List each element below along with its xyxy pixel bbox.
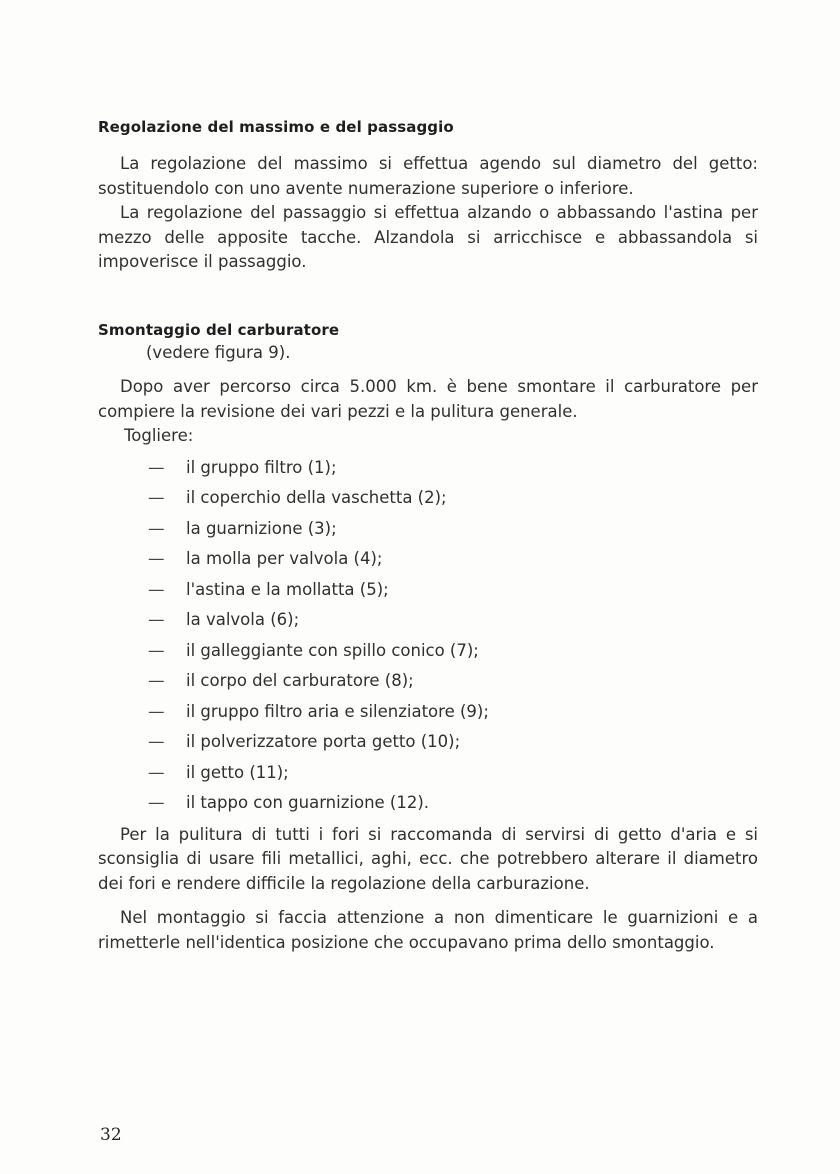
list-dash: — bbox=[148, 793, 165, 812]
list-item bbox=[148, 575, 758, 606]
list-item-text: il coperchio della vaschetta (2); bbox=[186, 488, 447, 507]
list-dash: — bbox=[148, 640, 165, 660]
list-dash: — bbox=[148, 457, 165, 477]
paragraph-regolazione-passaggio: La regolazione del passaggio si effettua alzando o abbassando l'astina per mezzo delle apposite tacche. Alzandola si arricchisce e abbassandola si impoverisce il passaggio. bbox=[98, 203, 758, 271]
list-dash: — bbox=[148, 762, 165, 782]
list-item-text: l'astina e la mollatta (5); bbox=[186, 579, 389, 599]
list-item bbox=[148, 727, 758, 758]
list-item bbox=[148, 605, 758, 636]
list-dash: — bbox=[148, 671, 165, 690]
list-dash: — bbox=[148, 518, 165, 538]
page-number: 32 bbox=[100, 1125, 122, 1145]
list-item-text: il gruppo filtro (1); bbox=[186, 457, 337, 477]
list-item bbox=[148, 483, 758, 514]
list-dash: — bbox=[148, 610, 165, 629]
list-item-text: la guarnizione (3); bbox=[186, 518, 337, 538]
list-dash: — bbox=[148, 701, 165, 721]
figure-reference: (vedere figura 9). bbox=[146, 342, 291, 362]
list-item bbox=[148, 453, 758, 484]
list-item-text: il getto (11); bbox=[186, 762, 289, 782]
list-dash: — bbox=[148, 579, 165, 599]
list-item-text: il corpo del carburatore (8); bbox=[186, 671, 414, 690]
list-item bbox=[148, 697, 758, 728]
list-item-text: il polverizzatore porta getto (10); bbox=[186, 732, 461, 751]
list-item bbox=[148, 514, 758, 545]
list-item bbox=[148, 666, 758, 697]
list-item-text: il galleggiante con spillo conico (7); bbox=[186, 640, 479, 660]
page-content bbox=[98, 118, 758, 955]
heading-smontaggio: Smontaggio del carburatore bbox=[98, 320, 340, 339]
paragraph-assembly-note: Nel montaggio si faccia attenzione a non dimenticare le guarnizioni e a rimetterle nell'identica posizione che occupavano prima dello smontaggio. bbox=[98, 908, 758, 952]
list-dash: — bbox=[148, 732, 165, 751]
remove-label: Togliere: bbox=[124, 426, 194, 445]
list-item bbox=[148, 758, 758, 789]
list-item-text: la molla per valvola (4); bbox=[186, 549, 383, 568]
parts-list bbox=[98, 453, 758, 819]
list-dash: — bbox=[148, 549, 165, 568]
list-item bbox=[148, 636, 758, 667]
list-item-text: la valvola (6); bbox=[186, 610, 300, 629]
list-item bbox=[148, 544, 758, 575]
list-item-text: il tappo con guarnizione (12). bbox=[186, 793, 430, 812]
paragraph-smontaggio-intro: Dopo aver percorso circa 5.000 km. è bene smontare il carburatore per compiere la revisione dei vari pezzi e la pulitura generale. bbox=[98, 377, 758, 421]
list-item-text: il gruppo filtro aria e silenziatore (9); bbox=[186, 701, 489, 721]
list-dash: — bbox=[148, 488, 165, 507]
paragraph-regolazione-massimo: La regolazione del massimo si effettua agendo sul diametro del getto: sostituendolo con uno avente numerazione superiore o inferiore. bbox=[98, 154, 758, 198]
heading-regolazione: Regolazione del massimo e del passaggio bbox=[98, 118, 454, 136]
list-item bbox=[148, 788, 758, 819]
paragraph-cleaning-note: Per la pulitura di tutti i fori si raccomanda di servirsi di getto d'aria e si sconsiglia di usare fili metallici, aghi, ecc. che potrebbero alterare il diametro dei fori e rendere difficile la regolazione della carburazione. bbox=[98, 824, 758, 893]
